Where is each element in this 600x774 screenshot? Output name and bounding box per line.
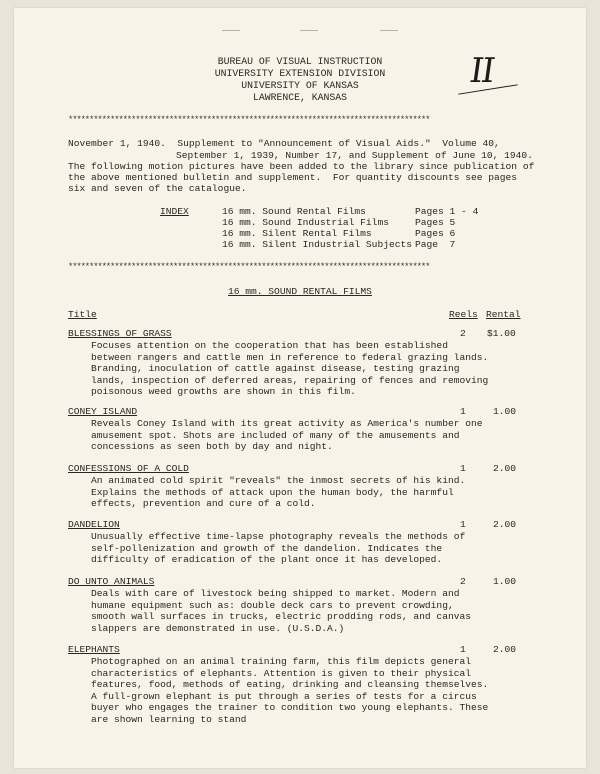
- film-reels: 2: [460, 576, 466, 587]
- film-title: DO UNTO ANIMALS: [68, 576, 155, 587]
- intro-line-4: the above mentioned bulletin and supplement. For quantity discounts see pages: [68, 172, 518, 183]
- intro-line-2: September 1, 1939, Number 17, and Supplement of June 10, 1940.: [176, 150, 533, 161]
- header-line-4: LAWRENCE, KANSAS: [252, 92, 348, 103]
- film-rental: 1.00: [493, 406, 517, 417]
- handwritten-page-mark: II: [467, 51, 496, 91]
- index-row-name: 16 mm. Sound Industrial Films: [222, 217, 389, 228]
- index-row-name: 16 mm. Silent Rental Films: [222, 228, 372, 239]
- index-row-pages: Page 7: [415, 239, 456, 250]
- section-title: 16 mm. SOUND RENTAL FILMS: [228, 286, 372, 297]
- film-description: Deals with care of livestock being shipped to market. Modern and humane equipment such as: double deck cars to prevent crowding, smooth wall surfaces in trucks, electric prodding rods, and canvas slappers are demonstrated in use. (U.S.D.A.): [91, 588, 471, 634]
- film-reels: 2: [460, 328, 466, 339]
- index-row-pages: Pages 5: [415, 217, 456, 228]
- film-rental: 2.00: [493, 644, 517, 655]
- film-description: Unusually effective time-lapse photography reveals the methods of self-pollenization and growth of the dandelion. Indicates the difficulty of eradication of the plant once it has developed.: [91, 531, 466, 566]
- film-description: An animated cold spirit "reveals" the inmost secrets of his kind. Explains the methods of attack upon the human body, the harmful effects, prevention and cure of a cold.: [91, 475, 466, 510]
- index-label: INDEX: [160, 206, 189, 217]
- star-divider: **************************************************************************************: [68, 262, 430, 272]
- intro-line-5: six and seven of the catalogue.: [68, 183, 247, 194]
- index-row-name: 16 mm. Silent Industrial Subjects: [222, 239, 412, 250]
- top-edge-mark: [300, 30, 318, 31]
- column-header-rental: Rental: [486, 309, 521, 320]
- film-description: Focuses attention on the cooperation that has been established between rangers and cattle men in reference to federal grazing lands. Branding, inoculation of cattle against disease, testing grazing lands, inspection of deferred areas, repairing of fences and removing poisonous weed growths are shown in this film.: [91, 340, 489, 398]
- film-rental: 2.00: [493, 463, 517, 474]
- film-reels: 1: [460, 463, 466, 474]
- film-reels: 1: [460, 644, 466, 655]
- film-description: Photographed on an animal training farm, this film depicts general characteristics of elephants. Attention is given to their physical features, food, methods of eating, drinking and cleansing themselves. A full-grown elephant is put through a series of tests for a circus buyer who engages the trainer to condition two young elephants. These are shown learning to stand: [91, 656, 489, 725]
- film-rental: 1.00: [493, 576, 517, 587]
- index-row-pages: Pages 6: [415, 228, 456, 239]
- film-title: ELEPHANTS: [68, 644, 120, 655]
- film-reels: 1: [460, 519, 466, 530]
- header-line-1: BUREAU OF VISUAL INSTRUCTION: [217, 56, 383, 67]
- intro-line-3: The following motion pictures have been added to the library since publication of: [68, 161, 535, 172]
- index-row-name: 16 mm. Sound Rental Films: [222, 206, 366, 217]
- top-edge-mark: [380, 30, 398, 31]
- intro-line-1: November 1, 1940. Supplement to "Announcement of Visual Aids." Volume 40,: [68, 138, 500, 149]
- film-reels: 1: [460, 406, 466, 417]
- film-description: Reveals Coney Island with its great activity as America's number one amusement spot. Shots are included of many of the amusements and concessions as seen both by day and night.: [91, 418, 483, 453]
- header-line-2: UNIVERSITY EXTENSION DIVISION: [214, 68, 386, 79]
- star-divider: **************************************************************************************: [68, 115, 430, 125]
- column-header-title: Title: [68, 309, 97, 320]
- top-edge-mark: [222, 30, 240, 31]
- film-rental: 2.00: [493, 519, 517, 530]
- column-header-reels: Reels: [449, 309, 478, 320]
- index-row-pages: Pages 1 - 4: [415, 206, 479, 217]
- header-line-3: UNIVERSITY OF KANSAS: [241, 80, 359, 91]
- film-title: CONEY ISLAND: [68, 406, 138, 417]
- film-title: CONFESSIONS OF A COLD: [68, 463, 189, 474]
- film-rental: $1.00: [487, 328, 516, 339]
- film-title: BLESSINGS OF GRASS: [68, 328, 172, 339]
- film-title: DANDELION: [68, 519, 120, 530]
